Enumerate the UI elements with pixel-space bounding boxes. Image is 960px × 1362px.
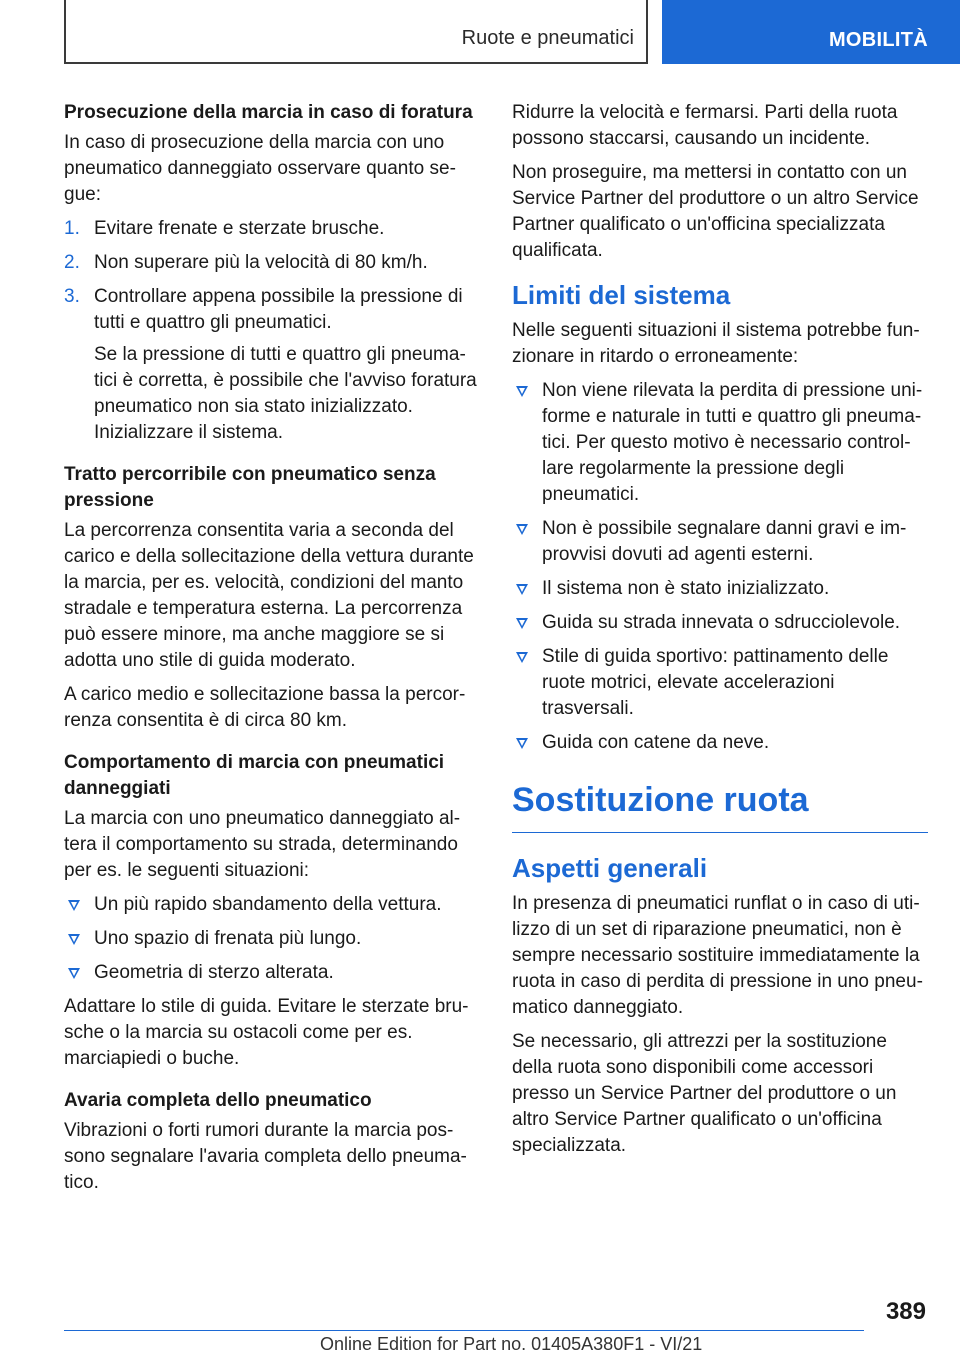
paragraph: In caso di prosecuzione della marcia con uno pneumatico danneggiato osservare quanto segue: [64,132,456,205]
paragraph: Nelle seguenti situazioni il sistema potrebbe funzionare in ritardo o erroneamente: [512,320,920,367]
step-subtext: Se la pressione di tutti e quattro gli pneumatici è corretta, è possibile che l'avviso foratura pneumatico non sia stato inizializzato. Inizializzare il sistema. [94,344,477,443]
triangle-bullet-icon [68,900,80,911]
paragraph: Se necessario, gli attrezzi per la sostituzione della ruota sono disponibili come accessori presso un Service Partner del produttore o un altro Service Partner qualificato o un'officina specializzata. [512,1031,897,1156]
triangle-bullet-icon [68,968,80,979]
heading-sostituzione: Sostituzione ruota [512,778,928,833]
header-section-tab [64,0,648,64]
header-chapter-tab [662,0,960,64]
heading-tratto: Tratto percorribile con pneumatico senza pressione [64,464,436,511]
step-text: Non superare più la velocità di 80 km/h. [94,252,428,273]
list-item: Non è possibile segnalare danni gravi e improvvisi dovuti ad agenti esterni. [512,516,928,568]
list-item: Stile di guida sportivo: pattinamento delle ruote motrici, elevate accelerazioni trasversali. [512,644,928,722]
bullet-list [512,378,928,756]
steps-list [64,216,478,446]
bullet-list [64,892,478,986]
list-item: Guida con catene da neve. [512,730,928,756]
section-avaria [64,1088,478,1196]
triangle-bullet-icon [516,524,528,535]
header-section-title: Ruote e pneumatici [461,27,634,49]
step-number: 1. [64,218,80,239]
triangle-bullet-icon [516,738,528,749]
step-text: Controllare appena possibile la pressione di tutti e quattro gli pneumatici. [94,286,463,333]
step-number: 2. [64,252,80,273]
triangle-bullet-icon [516,584,528,595]
list-item: Il sistema non è stato inizializzato. [512,576,928,602]
triangle-bullet-icon [68,934,80,945]
heading-avaria: Avaria completa dello pneumatico [64,1090,372,1111]
heading-comportamento: Comportamento di marcia con pneumatici danneggiati [64,752,445,799]
list-item: Non viene rilevata la perdita di pressione uniforme e naturale in tutti e quattro gli pneumatici. Per questo motivo è necessario controllare regolarmente la pressione degli pneumatici. [512,378,928,508]
triangle-bullet-icon [516,618,528,629]
triangle-bullet-icon [516,386,528,397]
paragraph: Adattare lo stile di guida. Evitare le sterzate brusche o la marcia su ostacoli come per es. marciapiedi o buche. [64,996,469,1069]
section-tratto [64,462,478,734]
step-number: 3. [64,286,80,307]
list-item: Uno spazio di frenata più lungo. [64,926,478,952]
triangle-bullet-icon [516,652,528,663]
heading-aspetti: Aspetti generali [512,853,708,883]
list-item: Guida su strada innevata o sdrucciolevole. [512,610,928,636]
page-number: 389 [885,1298,926,1325]
right-column [512,100,928,1167]
paragraph: In presenza di pneumatici runflat o in caso di utilizzo di un set di riparazione pneumatici, non è sempre necessario sostituire immediatamente la ruota in caso di perdita di pressione in uno pneumatico danneggiato. [512,893,923,1018]
paragraph: Ridurre la velocità e fermarsi. Parti della ruota possono staccarsi, causando un incidente. [512,102,898,149]
paragraph: Vibrazioni o forti rumori durante la marcia possono segnalare l'avaria completa dello pneumatico. [64,1120,467,1193]
footer-divider [64,1330,864,1331]
paragraph: Non proseguire, ma mettersi in contatto con un Service Partner del produttore o un altro Service Partner qualificato o un'officina specializzata qualificata. [512,162,919,261]
heading-prosecuzione: Prosecuzione della marcia in caso di foratura [64,102,473,123]
paragraph: A carico medio e sollecitazione bassa la percorrenza consentita è di circa 80 km. [64,684,466,731]
header-chapter-title: MOBILITÀ [828,29,928,51]
paragraph: La percorrenza consentita varia a seconda del carico e della sollecitazione della vettura durante la marcia, per es. velocità, condizioni del manto stradale e temperatura esterna. La percorrenza può essere minore, ma anche maggiore se si adotta uno stile di guida moderato. [64,520,474,671]
left-column [64,100,478,1204]
heading-limiti: Limiti del sistema [512,280,731,310]
section-comportamento [64,750,478,1072]
footer-edition: Online Edition for Part no. 01405A380F1 - VI/21 [320,1334,703,1354]
list-item [64,216,478,242]
list-item [64,250,478,276]
paragraph: La marcia con uno pneumatico danneggiato altera il comportamento su strada, determinando per es. le seguenti situazioni: [64,808,461,881]
step-text: Evitare frenate e sterzate brusche. [94,218,385,239]
list-item [64,284,478,446]
list-item: Un più rapido sbandamento della vettura. [64,892,478,918]
list-item: Geometria di sterzo alterata. [64,960,478,986]
